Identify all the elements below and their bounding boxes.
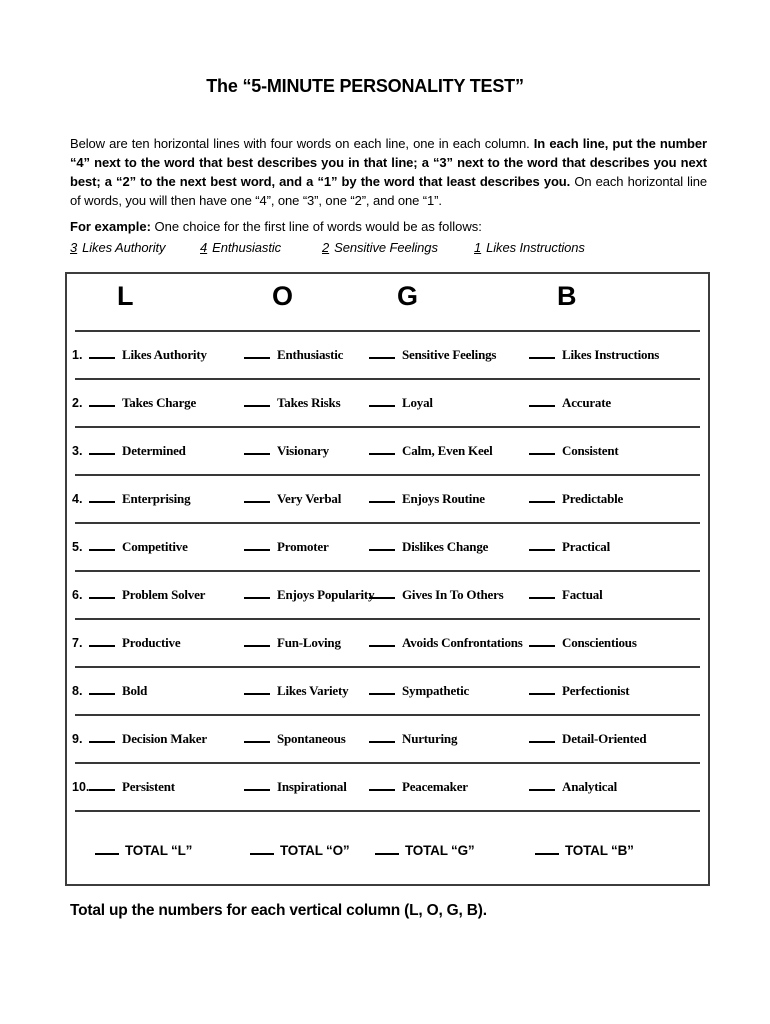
blank-line[interactable] <box>244 684 270 695</box>
blank-line[interactable] <box>89 540 115 551</box>
column-header-G: G <box>397 281 419 311</box>
cell <box>529 442 708 460</box>
example-rank: 1 <box>474 240 482 255</box>
example-word: Likes Authority <box>82 240 166 255</box>
cell <box>369 682 529 700</box>
blank-line[interactable] <box>369 396 395 407</box>
blank-line[interactable] <box>369 348 395 359</box>
blank-line[interactable] <box>244 540 270 551</box>
blank-line[interactable] <box>244 396 270 407</box>
cell <box>244 682 369 700</box>
blank-line[interactable] <box>369 780 395 791</box>
intro-segment-2-bold: In each line, put the number “4” next to the word that best describes you in that line; a “3” next to the word that describes you next best; a “2” to the next best word, and a “1” by the word that least describes you. <box>70 136 707 189</box>
table-row-8 <box>67 668 708 714</box>
row-number: 10. <box>72 780 90 794</box>
trait-word: Gives In To Others <box>402 587 504 602</box>
total-cell-B <box>529 842 708 860</box>
cell <box>89 490 244 508</box>
blank-line[interactable] <box>369 732 395 743</box>
cell <box>529 778 708 796</box>
trait-word: Sensitive Feelings <box>402 347 497 362</box>
blank-line[interactable] <box>529 444 555 455</box>
trait-word: Enjoys Popularity <box>277 587 375 602</box>
row-number: 5. <box>72 540 83 554</box>
personality-table <box>65 272 710 886</box>
row-number: 1. <box>72 348 83 362</box>
blank-line[interactable] <box>89 396 115 407</box>
trait-word: Factual <box>562 587 603 602</box>
blank-line[interactable] <box>89 444 115 455</box>
cell <box>89 778 244 796</box>
table-header-row <box>67 274 708 330</box>
example-text: One choice for the first line of words would be as follows: <box>150 219 482 234</box>
footer-instruction: Total up the numbers for each vertical column (L, O, G, B). <box>70 902 487 919</box>
total-cell-G <box>369 842 529 860</box>
blank-line[interactable] <box>529 636 555 647</box>
trait-word: Takes Charge <box>122 395 197 410</box>
example-item <box>322 240 474 255</box>
blank-line[interactable] <box>244 588 270 599</box>
example-word: Likes Instructions <box>486 240 585 255</box>
row-number: 8. <box>72 684 83 698</box>
cell <box>529 682 708 700</box>
blank-line[interactable] <box>244 348 270 359</box>
row-number: 2. <box>72 396 83 410</box>
table-row-5 <box>67 524 708 570</box>
blank-line[interactable] <box>89 348 115 359</box>
intro-segment-1: Below are ten horizontal lines with four words on each line, one in each column. <box>70 136 534 151</box>
example-rank: 2 <box>322 240 330 255</box>
cell <box>529 586 708 604</box>
blank-line[interactable] <box>529 492 555 503</box>
cell <box>89 394 244 412</box>
cell <box>529 730 708 748</box>
blank-line[interactable] <box>375 843 399 855</box>
cell <box>369 586 529 604</box>
trait-word: Detail-Oriented <box>562 731 647 746</box>
blank-line[interactable] <box>95 843 119 855</box>
trait-word: Nurturing <box>402 731 458 746</box>
cell <box>244 346 369 364</box>
cell <box>529 346 708 364</box>
blank-line[interactable] <box>244 780 270 791</box>
trait-word: Likes Variety <box>277 683 349 698</box>
blank-line[interactable] <box>244 636 270 647</box>
cell <box>244 538 369 556</box>
cell <box>89 634 244 652</box>
trait-word: Perfectionist <box>562 683 630 698</box>
blank-line[interactable] <box>529 732 555 743</box>
row-number: 9. <box>72 732 83 746</box>
cell <box>529 634 708 652</box>
cell <box>244 730 369 748</box>
cell <box>244 586 375 604</box>
trait-word: Persistent <box>122 779 175 794</box>
cell <box>529 490 708 508</box>
blank-line[interactable] <box>529 348 555 359</box>
blank-line[interactable] <box>535 843 559 855</box>
trait-word: Consistent <box>562 443 619 458</box>
example-line <box>70 240 710 255</box>
cell <box>244 634 369 652</box>
cell <box>369 778 529 796</box>
blank-line[interactable] <box>244 444 270 455</box>
trait-word: Visionary <box>277 443 329 458</box>
blank-line[interactable] <box>529 684 555 695</box>
table-row-6 <box>67 572 708 618</box>
row-number: 4. <box>72 492 83 506</box>
blank-line[interactable] <box>369 444 395 455</box>
column-header-L: L <box>117 281 134 311</box>
blank-line[interactable] <box>369 492 395 503</box>
cell <box>244 490 369 508</box>
instructions-paragraph <box>70 134 707 210</box>
trait-word: Decision Maker <box>122 731 207 746</box>
row-number: 7. <box>72 636 83 650</box>
trait-word: Likes Authority <box>122 347 207 362</box>
total-label: TOTAL “O” <box>280 843 350 858</box>
blank-line[interactable] <box>369 588 395 599</box>
trait-word: Productive <box>122 635 181 650</box>
table-row-1 <box>67 332 708 378</box>
trait-word: Problem Solver <box>122 587 206 602</box>
example-item <box>70 240 200 255</box>
table-row-7 <box>67 620 708 666</box>
cell <box>369 538 529 556</box>
trait-word: Conscientious <box>562 635 637 650</box>
cell <box>89 538 244 556</box>
cell <box>89 682 244 700</box>
example-label: For example: <box>70 219 151 234</box>
cell <box>89 442 244 460</box>
trait-word: Very Verbal <box>277 491 342 506</box>
totals-row <box>67 812 708 860</box>
trait-word: Enthusiastic <box>277 347 344 362</box>
trait-word: Spontaneous <box>277 731 346 746</box>
trait-word: Dislikes Change <box>402 539 489 554</box>
row-number: 3. <box>72 444 83 458</box>
trait-word: Calm, Even Keel <box>402 443 493 458</box>
example-heading <box>70 219 707 234</box>
total-label: TOTAL “L” <box>125 843 193 858</box>
trait-word: Promoter <box>277 539 329 554</box>
example-rank: 4 <box>200 240 208 255</box>
trait-word: Competitive <box>122 539 188 554</box>
cell <box>369 394 529 412</box>
example-rank: 3 <box>70 240 78 255</box>
total-label: TOTAL “B” <box>565 843 634 858</box>
intro-segment-3: On each horizontal line of words, you will then have one “4”, one “3”, one “2”, and one “1”. <box>70 174 708 208</box>
trait-word: Bold <box>122 683 148 698</box>
trait-word: Loyal <box>402 395 433 410</box>
cell <box>89 586 244 604</box>
trait-word: Analytical <box>562 779 618 794</box>
blank-line[interactable] <box>529 396 555 407</box>
trait-word: Practical <box>562 539 611 554</box>
cell <box>529 538 708 556</box>
table-row-2 <box>67 380 708 426</box>
blank-line[interactable] <box>369 684 395 695</box>
blank-line[interactable] <box>369 636 395 647</box>
cell <box>244 778 369 796</box>
trait-word: Avoids Confrontations <box>402 635 523 650</box>
trait-word: Inspirational <box>277 779 347 794</box>
trait-word: Enterprising <box>122 491 191 506</box>
blank-line[interactable] <box>244 492 270 503</box>
blank-line[interactable] <box>244 732 270 743</box>
cell <box>529 394 708 412</box>
cell <box>89 346 244 364</box>
trait-word: Accurate <box>562 395 611 410</box>
example-word: Enthusiastic <box>212 240 282 255</box>
trait-word: Peacemaker <box>402 779 468 794</box>
trait-word: Takes Risks <box>277 395 341 410</box>
example-item <box>474 240 585 255</box>
blank-line[interactable] <box>250 843 274 855</box>
cell <box>244 442 369 460</box>
blank-line[interactable] <box>89 636 115 647</box>
blank-line[interactable] <box>529 780 555 791</box>
blank-line[interactable] <box>89 684 115 695</box>
trait-word: Enjoys Routine <box>402 491 485 506</box>
row-number: 6. <box>72 588 83 602</box>
column-header-B: B <box>557 281 577 311</box>
total-cell-O <box>244 842 369 860</box>
trait-word: Determined <box>122 443 186 458</box>
cell <box>369 442 529 460</box>
table-row-4 <box>67 476 708 522</box>
blank-line[interactable] <box>89 492 115 503</box>
trait-word: Predictable <box>562 491 624 506</box>
page-title: The “5-MINUTE PERSONALITY TEST” <box>206 76 524 96</box>
example-word: Sensitive Feelings <box>334 240 438 255</box>
cell <box>369 634 529 652</box>
blank-line[interactable] <box>89 780 115 791</box>
trait-word: Likes Instructions <box>562 347 660 362</box>
blank-line[interactable] <box>529 588 555 599</box>
cell <box>369 346 529 364</box>
blank-line[interactable] <box>89 588 115 599</box>
blank-line[interactable] <box>529 540 555 551</box>
table-row-9 <box>67 716 708 762</box>
total-label: TOTAL “G” <box>405 843 475 858</box>
total-cell-L <box>89 842 244 860</box>
trait-word: Fun-Loving <box>277 635 341 650</box>
cell <box>89 730 244 748</box>
blank-line[interactable] <box>89 732 115 743</box>
cell <box>369 490 529 508</box>
blank-line[interactable] <box>369 540 395 551</box>
column-header-O: O <box>272 281 294 311</box>
cell <box>244 394 369 412</box>
trait-word: Sympathetic <box>402 683 470 698</box>
example-item <box>200 240 322 255</box>
table-row-3 <box>67 428 708 474</box>
cell <box>369 730 529 748</box>
table-row-10 <box>67 764 708 810</box>
